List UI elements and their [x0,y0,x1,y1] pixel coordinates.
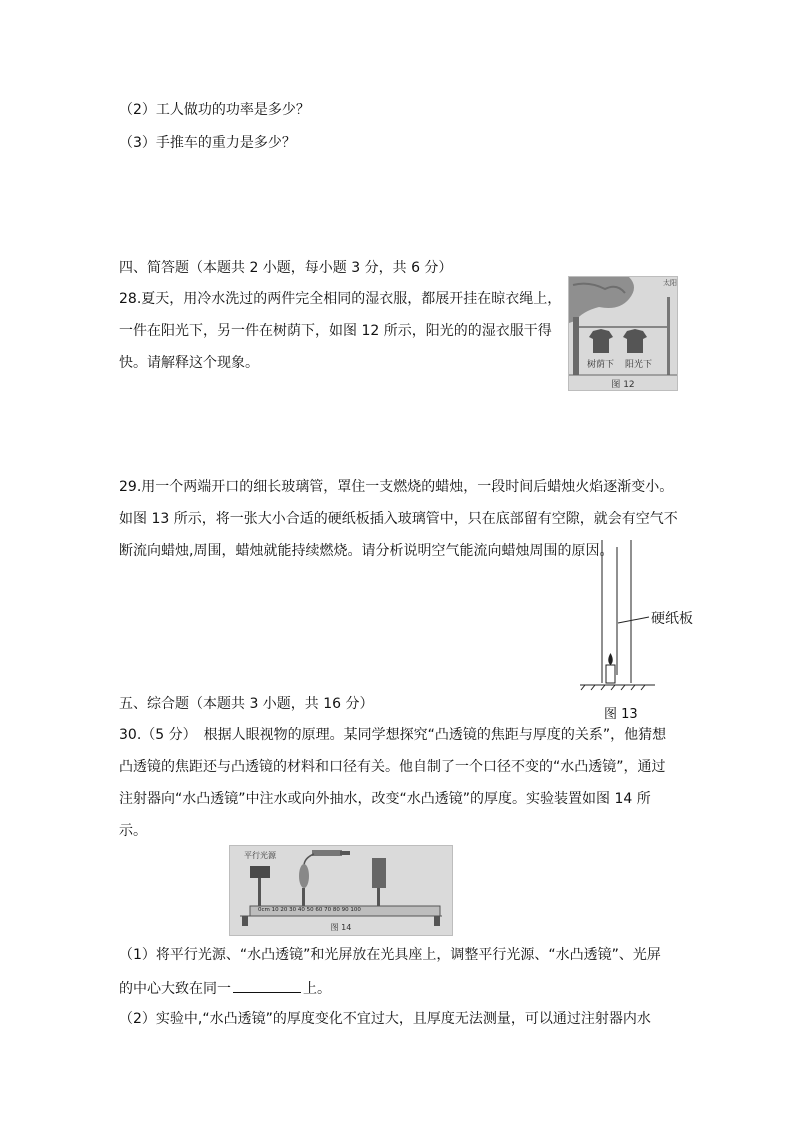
figure-12-photo [568,276,678,391]
section5-heading: 五、综合题（本题共 3 小题，共 16 分） [119,696,374,712]
q30-sub1-prefix: 的中心大致在同一 [119,981,231,997]
section4-heading: 四、简答题（本题共 2 小题，每小题 3 分，共 6 分） [119,260,453,276]
q28-line1: 28.夏天，用冷水洗过的两件完全相同的湿衣服，都展开挂在晾衣绳上， [119,291,562,307]
q30-line4: 示。 [119,823,147,839]
svg-text:太阳: 太阳 [663,279,677,287]
q27-sub2-text: （2）工人做功的功率是多少？ [119,102,310,118]
figure-14-label-source: 平行光源 [244,851,276,860]
figure-14-caption: 图 14 [330,923,352,932]
q29-line2: 如图 13 所示，将一张大小合适的硬纸板插入玻璃管中，只在底部留有空隙，就会有空气不 [119,511,678,527]
q30-line2: 凸透镜的焦距还与凸透镜的材料和口径有关。他自制了一个口径不变的“水凸透镜”，通过 [119,759,666,775]
figure-13-label-cardboard: 硬纸板 [651,611,693,627]
q30-sub1-line1: （1）将平行光源、“水凸透镜”和光屏放在光具座上，调整平行光源、“水凸透镜”、光屏 [119,947,661,963]
figure-12-label-shade: 树荫下 [587,360,615,370]
q30-sub2-line1: （2）实验中,“水凸透镜”的厚度变化不宜过大，且厚度无法测量，可以通过注射器内水 [119,1011,651,1027]
q30-line3: 注射器向“水凸透镜”中注水或向外抽水，改变“水凸透镜”的厚度。实验装置如图 14 所 [119,791,651,807]
figure-14-photo [229,845,453,936]
q29-line1: 29.用一个两端开口的细长玻璃管，罩住一支燃烧的蜡烛，一段时间后蜡烛火焰逐渐变小。 [119,479,674,495]
q28-line3: 快。请解释这个现象。 [119,355,259,371]
q30-sub1-suffix: 上。 [303,981,331,997]
figure-12-label-sun: 阳光下 [625,360,653,370]
clothes-drying-illustration [569,277,677,390]
q28-line2: 一件在阳光下，另一件在树荫下，如图 12 所示，阳光的的湿衣服干得 [119,323,552,339]
q27-sub3-text: （3）手推车的重力是多少？ [119,135,296,151]
q30-line1: 30.（5 分） 根据人眼视物的原理。某同学想探究“凸透镜的焦距与厚度的关系”，他猜想 [119,727,667,743]
figure-14-ruler-scale: 0cm 10 20 30 40 50 60 70 80 90 100 [258,907,361,913]
answer-blank[interactable] [233,978,301,993]
q30-sub1-line2 [119,978,331,998]
figure-12-caption: 图 12 [611,380,635,390]
q29-line3: 断流向蜡烛,周围，蜡烛就能持续燃烧。请分析说明空气能流向蜡烛周围的原因。 [119,543,614,559]
figure-13-caption: 图 13 [604,707,638,722]
